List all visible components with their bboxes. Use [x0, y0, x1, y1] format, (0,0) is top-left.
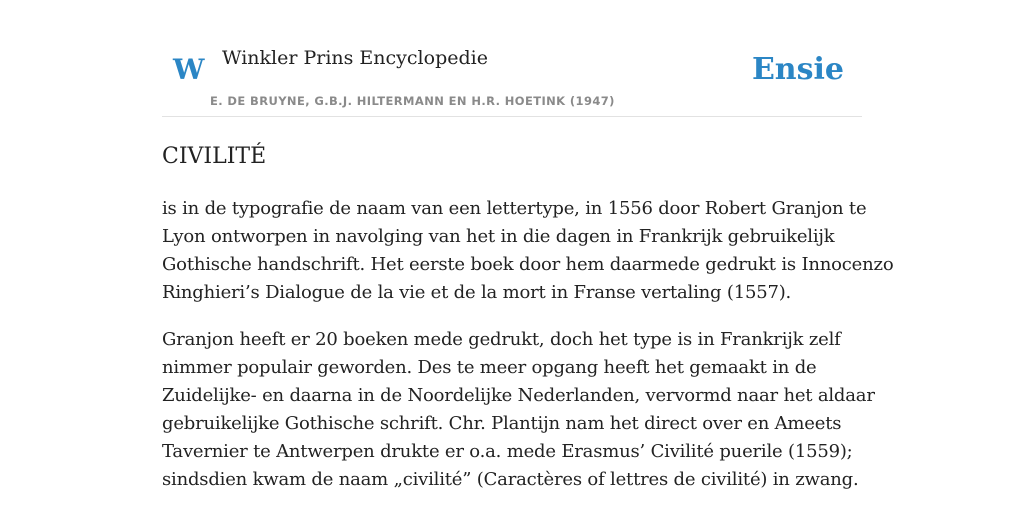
publication-name: Winkler Prins Encyclopedie [222, 47, 488, 69]
paragraph-line: is in de typografie de naam van een lettertype, in 1556 door Robert Granjon te [162, 198, 867, 219]
paragraph-line: sindsdien kwam de naam „civilité” (Caractères of lettres de civilité) in zwang. [162, 469, 859, 490]
article-paragraph-2 [162, 326, 875, 494]
paragraph-line: Lyon ontworpen in navolging van het in die dagen in Frankrijk gebruikelijk [162, 226, 835, 247]
publication-authors: E. DE BRUYNE, G.B.J. HILTERMANN EN H.R. HOETINK (1947) [210, 94, 615, 108]
ensie-logo[interactable]: Ensie [751, 52, 844, 87]
paragraph-line: nimmer populair geworden. Des te meer opgang heeft het gemaakt in de [162, 357, 817, 378]
paragraph-line: Zuidelijke- en daarna in de Noordelijke Nederlanden, vervormd naar het aldaar [162, 385, 875, 406]
paragraph-line: gebruikelijke Gothische schrift. Chr. Plantijn nam het direct over en Ameets [162, 413, 842, 434]
page-container [162, 0, 894, 494]
site-header [162, 0, 862, 117]
entry-title: CIVILITÉ [162, 144, 267, 169]
paragraph-line: Gothische handschrift. Het eerste boek door hem daarmede gedrukt is Innocenzo [162, 254, 894, 275]
paragraph-line: Tavernier te Antwerpen drukte er o.a. mede Erasmus’ Civilité puerile (1559); [162, 441, 853, 462]
paragraph-line: Granjon heeft er 20 boeken mede gedrukt, doch het type is in Frankrijk zelf [162, 329, 841, 350]
winkler-prins-logo[interactable]: W [173, 53, 205, 86]
article-paragraph-1 [162, 195, 894, 307]
paragraph-line: Ringhieri’s Dialogue de la vie et de la mort in Franse vertaling (1557). [162, 282, 792, 303]
